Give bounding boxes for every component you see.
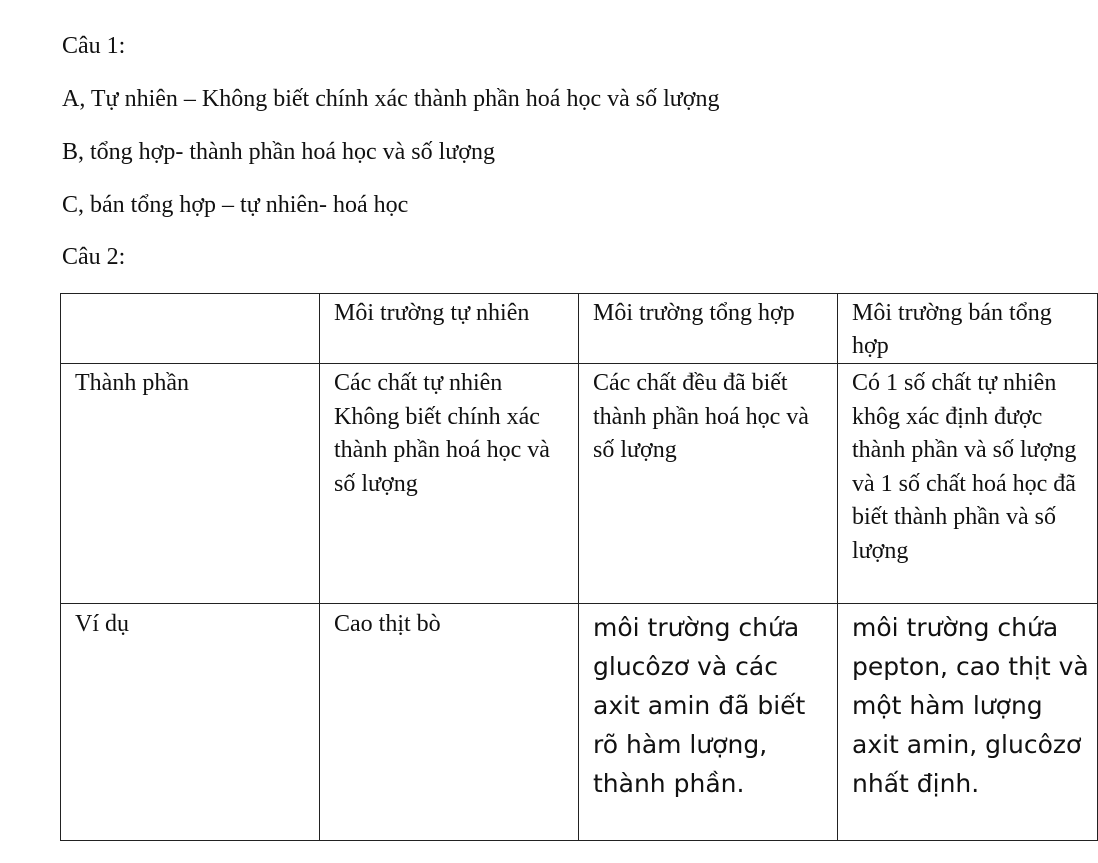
row-label-example: Ví dụ — [61, 604, 320, 841]
table-header-row — [61, 294, 1098, 364]
composition-semi-synthetic-cell: Có 1 số chất tự nhiên khôg xác định được thành phần và số lượng và 1 số chất hoá học đã biết thành phần và số lượng — [838, 364, 1098, 604]
example-semi-synthetic-cell: môi trường chứa pepton, cao thịt và một hàm lượng axit amin, glucôzơ nhất định. — [838, 604, 1098, 841]
header-cell-natural: Môi trường tự nhiên — [320, 294, 579, 364]
example-synthetic-cell: môi trường chứa glucôzơ và các axit amin đã biết rõ hàm lượng, thành phần. — [579, 604, 838, 841]
table-row-composition — [61, 364, 1098, 604]
answer-b: B, tổng hợp- thành phần hoá học và số lượng — [62, 139, 495, 165]
composition-synthetic-cell: Các chất đều đã biết thành phần hoá học và số lượng — [579, 364, 838, 604]
comparison-table — [60, 293, 1098, 841]
header-cell-semi-synthetic: Môi trường bán tổng hợp — [838, 294, 1098, 364]
composition-natural-cell: Các chất tự nhiên Không biết chính xác thành phần hoá học và số lượng — [320, 364, 579, 604]
header-cell-empty — [61, 294, 320, 364]
answer-c: C, bán tổng hợp – tự nhiên- hoá học — [62, 192, 409, 218]
answer-a: A, Tự nhiên – Không biết chính xác thành phần hoá học và số lượng — [62, 86, 720, 112]
header-cell-synthetic: Môi trường tổng hợp — [579, 294, 838, 364]
table-row-example — [61, 604, 1098, 841]
example-natural-cell: Cao thịt bò — [320, 604, 579, 841]
question-2-title: Câu 2: — [62, 244, 126, 270]
question-1-title: Câu 1: — [62, 33, 126, 59]
row-label-composition: Thành phần — [61, 364, 320, 604]
